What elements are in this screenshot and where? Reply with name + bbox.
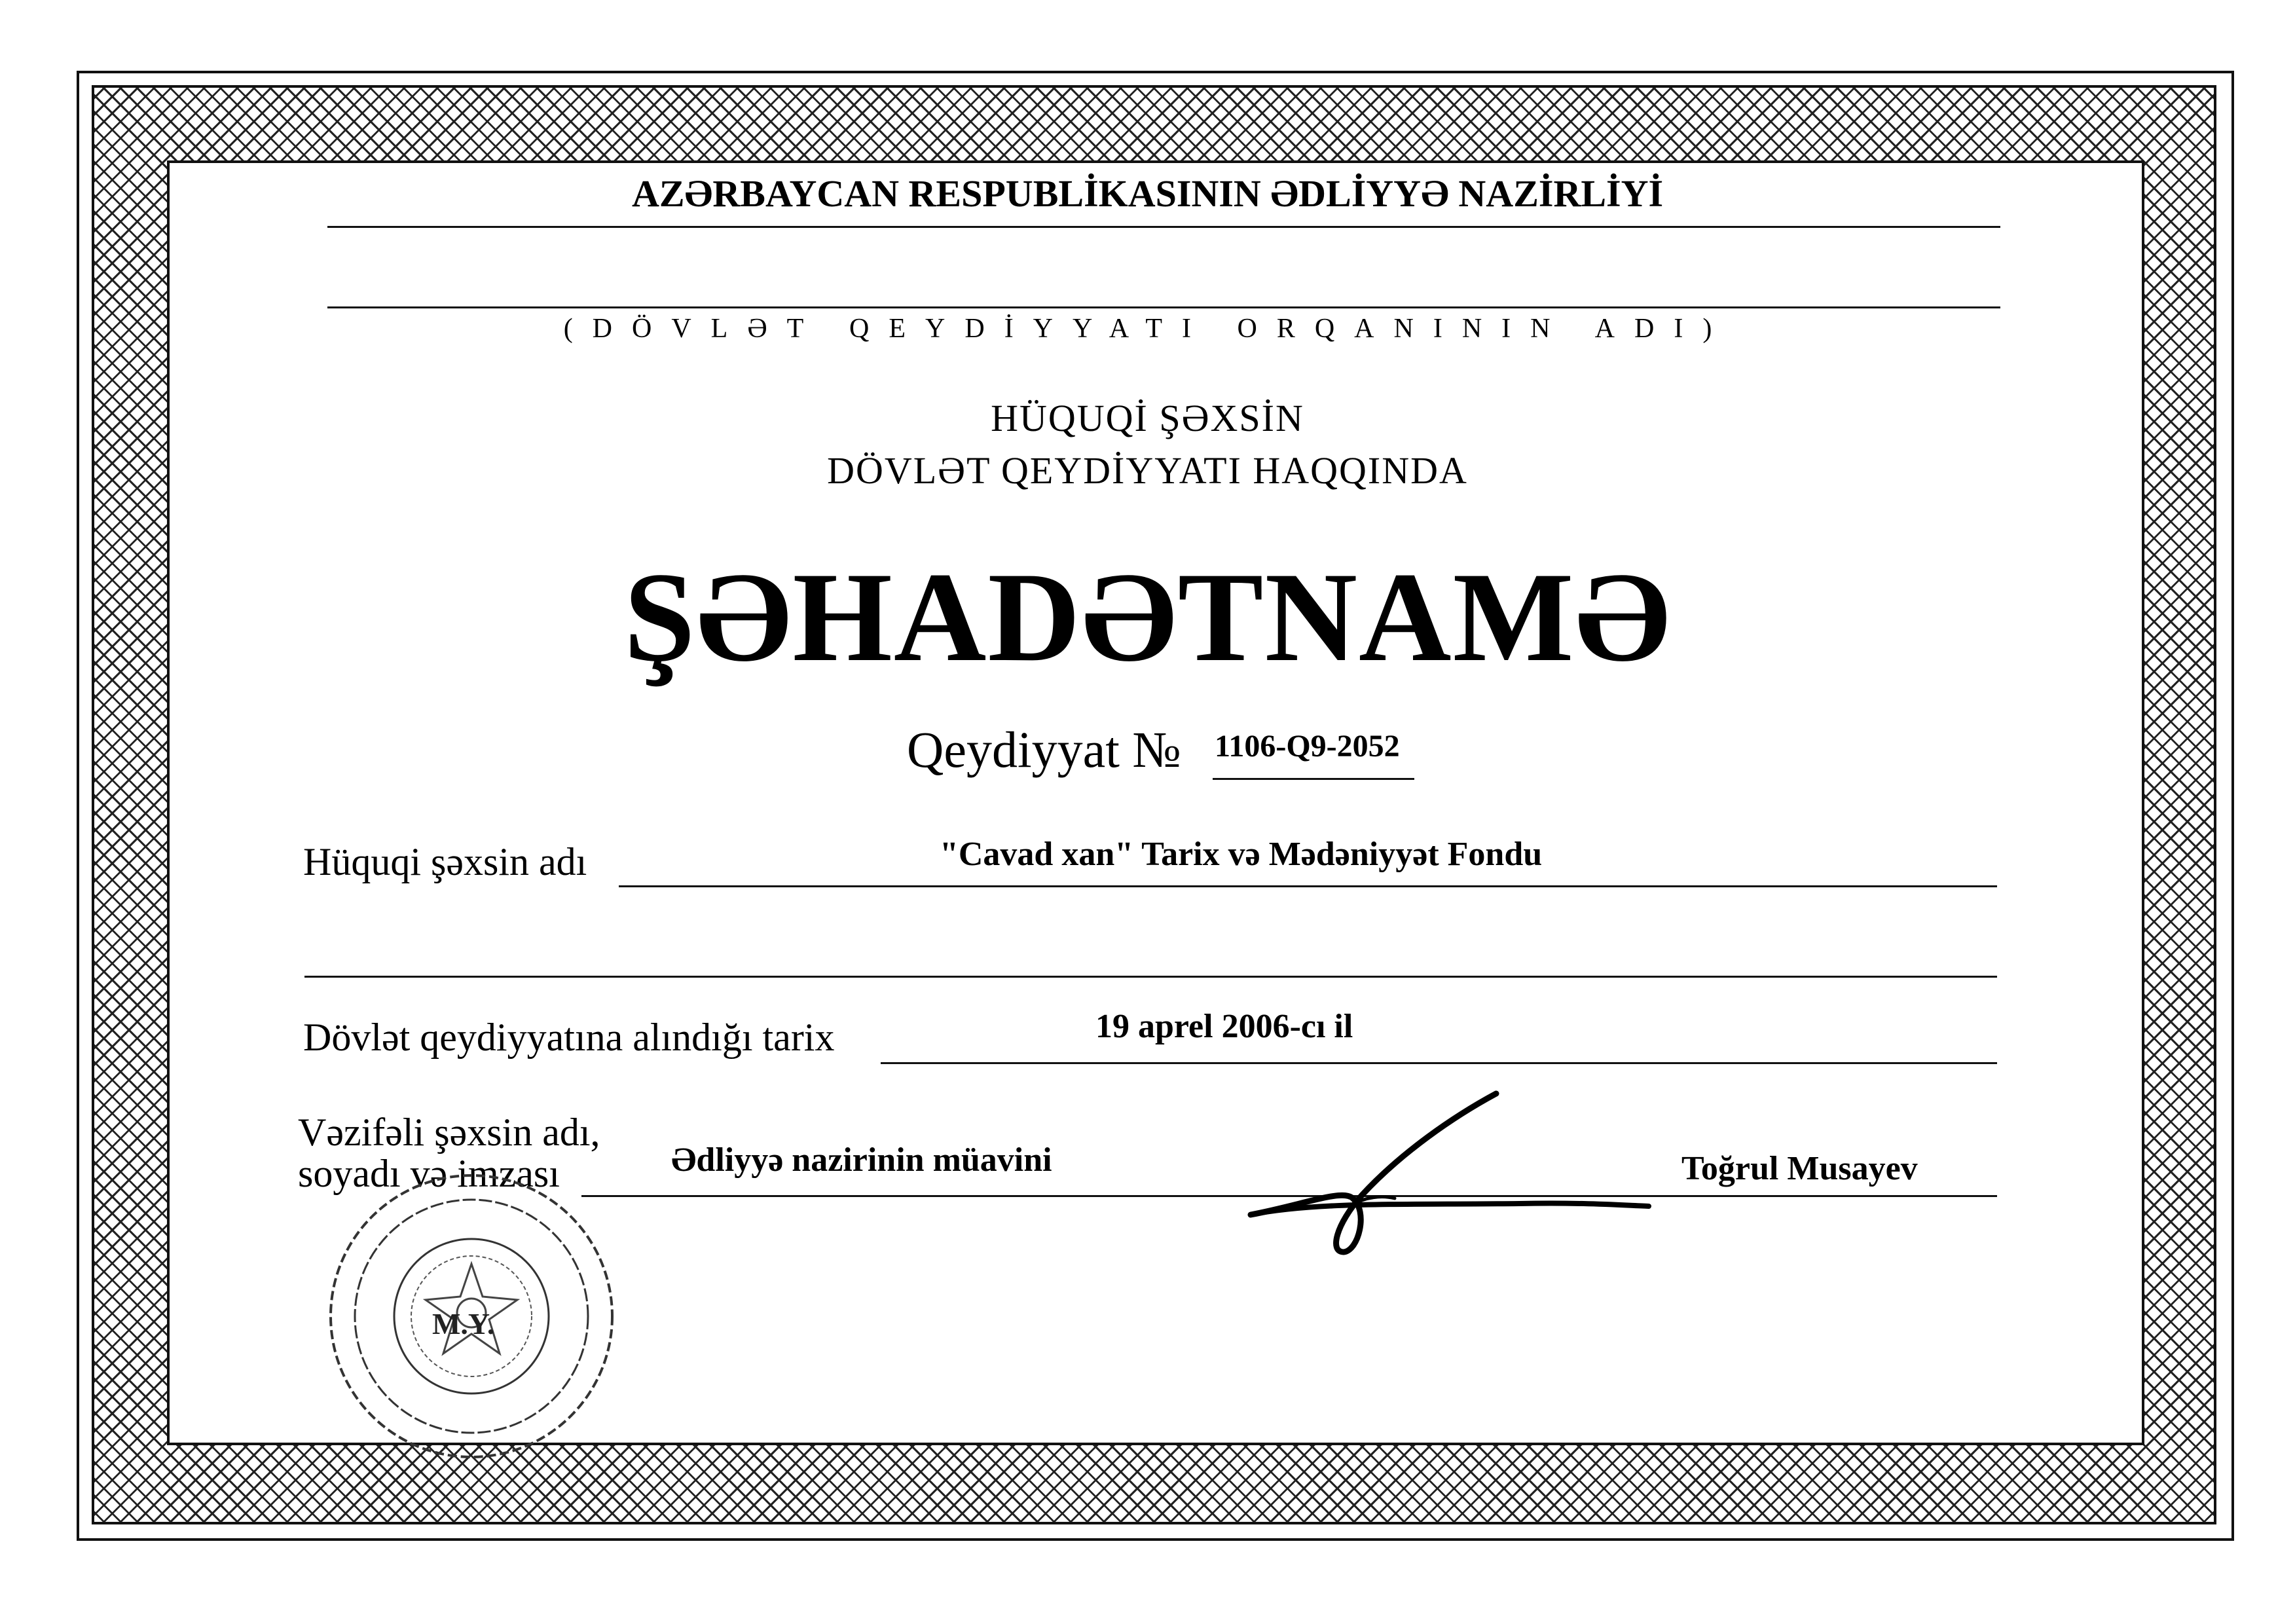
authority-second-line (327, 306, 2000, 308)
issuing-authority: AZƏRBAYCAN RESPUBLİKASININ ƏDLİYYƏ NAZİRLİYİ (631, 172, 1664, 215)
official-position: Ədliyyə nazirinin müavini (671, 1141, 1052, 1179)
legal-entity-label: Hüquqi şəxsin adı (303, 840, 587, 883)
registration-date: 19 aprel 2006-cı il (1095, 1008, 1353, 1045)
signature (1238, 1080, 1663, 1270)
certificate-title: ŞƏHADƏTNAMƏ (623, 546, 1672, 688)
heading-line-2: DÖVLƏT QEYDİYYATI HAQQINDA (827, 449, 1468, 492)
registration-date-label: Dövlət qeydiyyatına alındığı tarix (303, 1016, 835, 1059)
official-label-line-1: Vəzifəli şəxsin adı, (298, 1111, 600, 1154)
authority-underline (327, 226, 2000, 228)
stamp-text: M.Y. (432, 1307, 495, 1340)
legal-entity-second-line (304, 976, 1997, 978)
registration-label: Qeydiyyat № (907, 721, 1181, 778)
heading-line-1: HÜQUQİ ŞƏXSİN (991, 397, 1304, 439)
authority-caption: (DÖVLƏT QEYDİYYATI ORQANININ ADI) (563, 314, 1732, 344)
registration-date-underline (881, 1062, 1997, 1064)
registration-underline (1213, 778, 1414, 780)
legal-entity-underline (619, 885, 1997, 887)
official-label-line-2: soyadı və imzası (298, 1152, 560, 1195)
official-seal-stamp (318, 1162, 625, 1470)
registration-number: 1106-Q9-2052 (1215, 729, 1400, 764)
official-name: Toğrul Musayev (1681, 1150, 1918, 1187)
legal-entity-name: "Cavad xan" Tarix və Mədəniyyət Fondu (940, 836, 1543, 873)
